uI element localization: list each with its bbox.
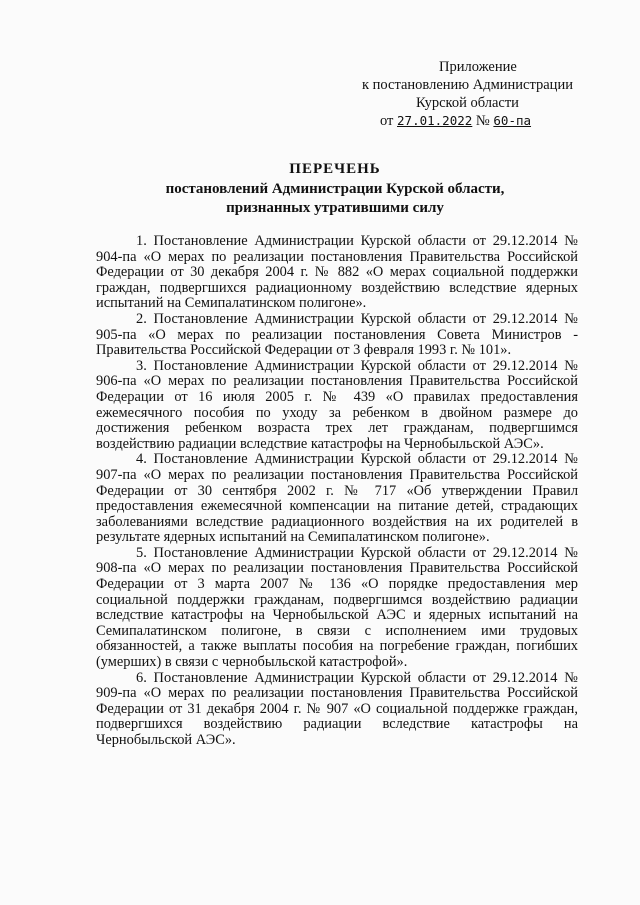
date-prefix: от	[380, 113, 394, 129]
list-item: 5. Постановление Администрации Курской области от 29.12.2014 № 908-па «О мерах по реализации постановления Правительства Российской Федерации от 3 марта 2007 № 136 «О порядке предоставления мер социальной поддержки гражданам, подвергшимся воздействию радиации вследствие катастрофы на Чернобыльской АЭС и ядерных испытаний на Семипалатинском полигоне, в связи с исполнением ими трудовых обязанностей, а также выплаты пособия на погребение граждан, погибших (умерших) в связи с чернобыльской катастрофой».	[96, 544, 578, 671]
number-prefix: №	[475, 113, 490, 129]
title-block	[90, 160, 580, 218]
page-title: ПЕРЕЧЕНЬ	[289, 161, 381, 177]
items-list	[96, 234, 578, 749]
list-item: 2. Постановление Администрации Курской области от 29.12.2014 № 905-па «О мерах по реализации постановления Совета Министров - Правительства Российской Федерации от 3 февраля 1993 г. № 101».	[96, 310, 578, 359]
annex-reference: к постановлению Администрации	[362, 77, 573, 93]
annex-block	[362, 58, 620, 130]
list-item: 4. Постановление Администрации Курской области от 29.12.2014 № 907-па «О мерах по реализации постановления Правительства Российской Федерации от 30 сентября 2002 г. № 717 «Об утверждении Правил предоставления ежемесячной компенсации на питание детей, страдающих заболеваниями вследствие радиационного воздействия на их родителей в результате ядерных испытаний на Семипалатинском полигоне».	[96, 451, 578, 546]
title-subtitle-1: постановлений Администрации Курской области,	[165, 181, 505, 197]
annex-number: 60-па	[493, 113, 532, 128]
list-item: 1. Постановление Администрации Курской области от 29.12.2014 № 904-па «О мерах по реализации постановления Правительства Российской Федерации от 30 декабря 2004 г. № 882 «О мерах социальной поддержки граждан, подвергшихся радиационному воздействию вследствие ядерных испытаний на Семипалатинском полигоне».	[96, 233, 578, 312]
annex-region: Курской области	[416, 95, 519, 111]
title-subtitle-2: признанных утратившими силу	[226, 200, 444, 216]
list-item: 6. Постановление Администрации Курской области от 29.12.2014 № 909-па «О мерах по реализации постановления Правительства Российской Федерации от 31 декабря 2004 г. № 907 «О социальной поддержке граждан, подвергшихся воздействию радиации вследствие катастрофы на Чернобыльской АЭС».	[96, 669, 578, 748]
list-item: 3. Постановление Администрации Курской области от 29.12.2014 № 906-па «О мерах по реализации постановления Правительства Российской Федерации от 16 июля 2005 г. № 439 «О правилах предоставления ежемесячного пособия по уходу за ребенком в двойном размере до достижения ребенком возраста трех лет гражданам, подвергшимся воздействию радиации вследствие катастрофы на Чернобыльской АЭС».	[96, 357, 578, 452]
annex-date-line	[380, 112, 620, 130]
annex-date: 27.01.2022	[397, 113, 473, 128]
annex-title: Приложение	[439, 59, 517, 75]
